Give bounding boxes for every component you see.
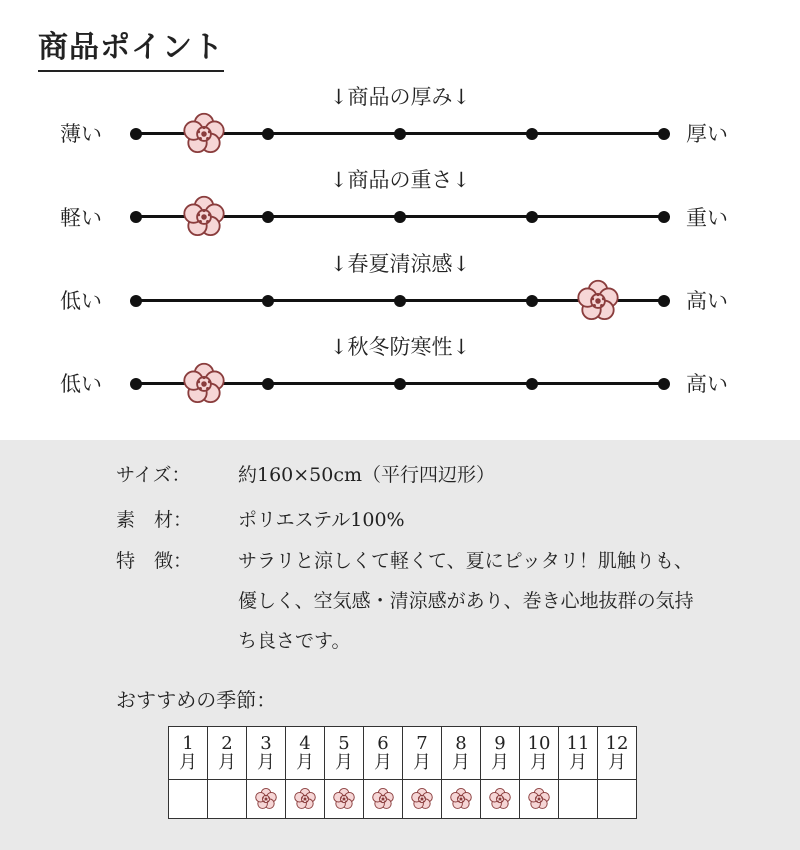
month-unit: 月	[296, 752, 314, 773]
feature-text-line: ち良さです。	[238, 630, 351, 652]
flower-icon	[181, 111, 227, 157]
scale-caption-thickness: ↓商品の厚み↓	[329, 85, 471, 109]
flower-icon	[247, 787, 285, 811]
month-cell	[481, 727, 520, 780]
month-number: 8	[455, 733, 467, 754]
month-cell	[442, 727, 481, 780]
scale-right-label-thickness: 厚い	[686, 122, 728, 146]
month-cell	[403, 727, 442, 780]
material-label: 素 材：	[116, 509, 193, 531]
scale-dot	[262, 211, 274, 223]
month-header-row	[169, 727, 637, 780]
scale-dot	[658, 295, 670, 307]
month-mark-cell	[169, 780, 208, 819]
flower-icon	[286, 787, 324, 811]
size-label: サイズ：	[116, 464, 191, 486]
month-number: 5	[338, 733, 350, 754]
scale-dot	[130, 295, 142, 307]
page-title: 商品ポイント	[38, 22, 224, 72]
month-number: 2	[221, 733, 233, 754]
flower-icon	[181, 361, 227, 407]
scale-left-label-winter-warm: 低い	[60, 372, 102, 396]
scale-left-label-thickness: 薄い	[60, 122, 102, 146]
flower-icon	[325, 787, 363, 811]
scale-dot	[262, 128, 274, 140]
month-mark-cell	[442, 780, 481, 819]
scale-caption-winter-warm: ↓秋冬防寒性↓	[329, 335, 471, 359]
scale-dot	[526, 295, 538, 307]
month-cell	[169, 727, 208, 780]
month-unit: 月	[491, 752, 509, 773]
flower-icon	[442, 787, 480, 811]
month-mark-cell	[520, 780, 559, 819]
month-cell	[286, 727, 325, 780]
feature-text-line: サラリと涼しくて軽くて、夏にピッタリ！肌触りも、	[238, 550, 693, 572]
month-cell	[247, 727, 286, 780]
month-mark-cell	[403, 780, 442, 819]
size-value: 約160×50cm（平行四辺形）	[238, 464, 496, 486]
flower-icon	[520, 787, 558, 811]
scale-dot	[526, 128, 538, 140]
month-number: 4	[299, 733, 311, 754]
scale-left-label-summer-cool: 低い	[60, 289, 102, 313]
month-cell	[598, 727, 637, 780]
month-number: 10	[527, 733, 551, 754]
month-mark-cell	[325, 780, 364, 819]
scale-left-label-weight: 軽い	[60, 206, 102, 230]
month-mark-cell	[247, 780, 286, 819]
month-unit: 月	[179, 752, 197, 773]
material-value: ポリエステル100%	[238, 509, 405, 531]
feature-text-line: 優しく、空気感・清涼感があり、巻き心地抜群の気持	[238, 590, 694, 612]
scale-dot	[262, 378, 274, 390]
scale-dot	[394, 378, 406, 390]
month-cell	[364, 727, 403, 780]
scale-dot	[658, 211, 670, 223]
scale-dot	[526, 378, 538, 390]
flower-icon	[364, 787, 402, 811]
scale-caption-weight: ↓商品の重さ↓	[329, 168, 471, 192]
scale-dot	[130, 128, 142, 140]
season-title: おすすめの季節：	[116, 688, 277, 712]
scale-dot	[658, 128, 670, 140]
flower-icon	[181, 194, 227, 240]
feature-label: 特 徴：	[116, 550, 193, 572]
scale-dot	[394, 295, 406, 307]
month-number: 9	[494, 733, 506, 754]
scale-caption-summer-cool: ↓春夏清涼感↓	[329, 252, 471, 276]
month-number: 11	[566, 733, 590, 754]
scale-dot	[658, 378, 670, 390]
month-unit: 月	[218, 752, 236, 773]
month-unit: 月	[374, 752, 392, 773]
month-unit: 月	[569, 752, 587, 773]
scale-right-label-winter-warm: 高い	[686, 372, 728, 396]
month-mark-cell	[598, 780, 637, 819]
scale-dot	[130, 211, 142, 223]
month-mark-cell	[364, 780, 403, 819]
month-cell	[559, 727, 598, 780]
month-number: 7	[416, 733, 428, 754]
scale-dot	[130, 378, 142, 390]
month-number: 6	[377, 733, 389, 754]
month-mark-cell	[208, 780, 247, 819]
scale-dot	[526, 211, 538, 223]
scale-dot	[262, 295, 274, 307]
scale-right-label-weight: 重い	[686, 206, 728, 230]
scale-right-label-summer-cool: 高い	[686, 289, 728, 313]
month-cell	[325, 727, 364, 780]
month-cell	[208, 727, 247, 780]
month-number: 1	[182, 733, 194, 754]
month-unit: 月	[413, 752, 431, 773]
month-unit: 月	[257, 752, 275, 773]
month-mark-row	[169, 780, 637, 819]
month-unit: 月	[452, 752, 470, 773]
month-number: 3	[260, 733, 272, 754]
month-mark-cell	[481, 780, 520, 819]
month-number: 12	[605, 733, 629, 754]
flower-icon	[403, 787, 441, 811]
scale-dot	[394, 211, 406, 223]
month-unit: 月	[530, 752, 548, 773]
flower-icon	[575, 278, 621, 324]
month-mark-cell	[286, 780, 325, 819]
month-unit: 月	[608, 752, 626, 773]
month-mark-cell	[559, 780, 598, 819]
flower-icon	[481, 787, 519, 811]
month-unit: 月	[335, 752, 353, 773]
month-cell	[520, 727, 559, 780]
season-calendar	[168, 726, 637, 819]
scale-dot	[394, 128, 406, 140]
